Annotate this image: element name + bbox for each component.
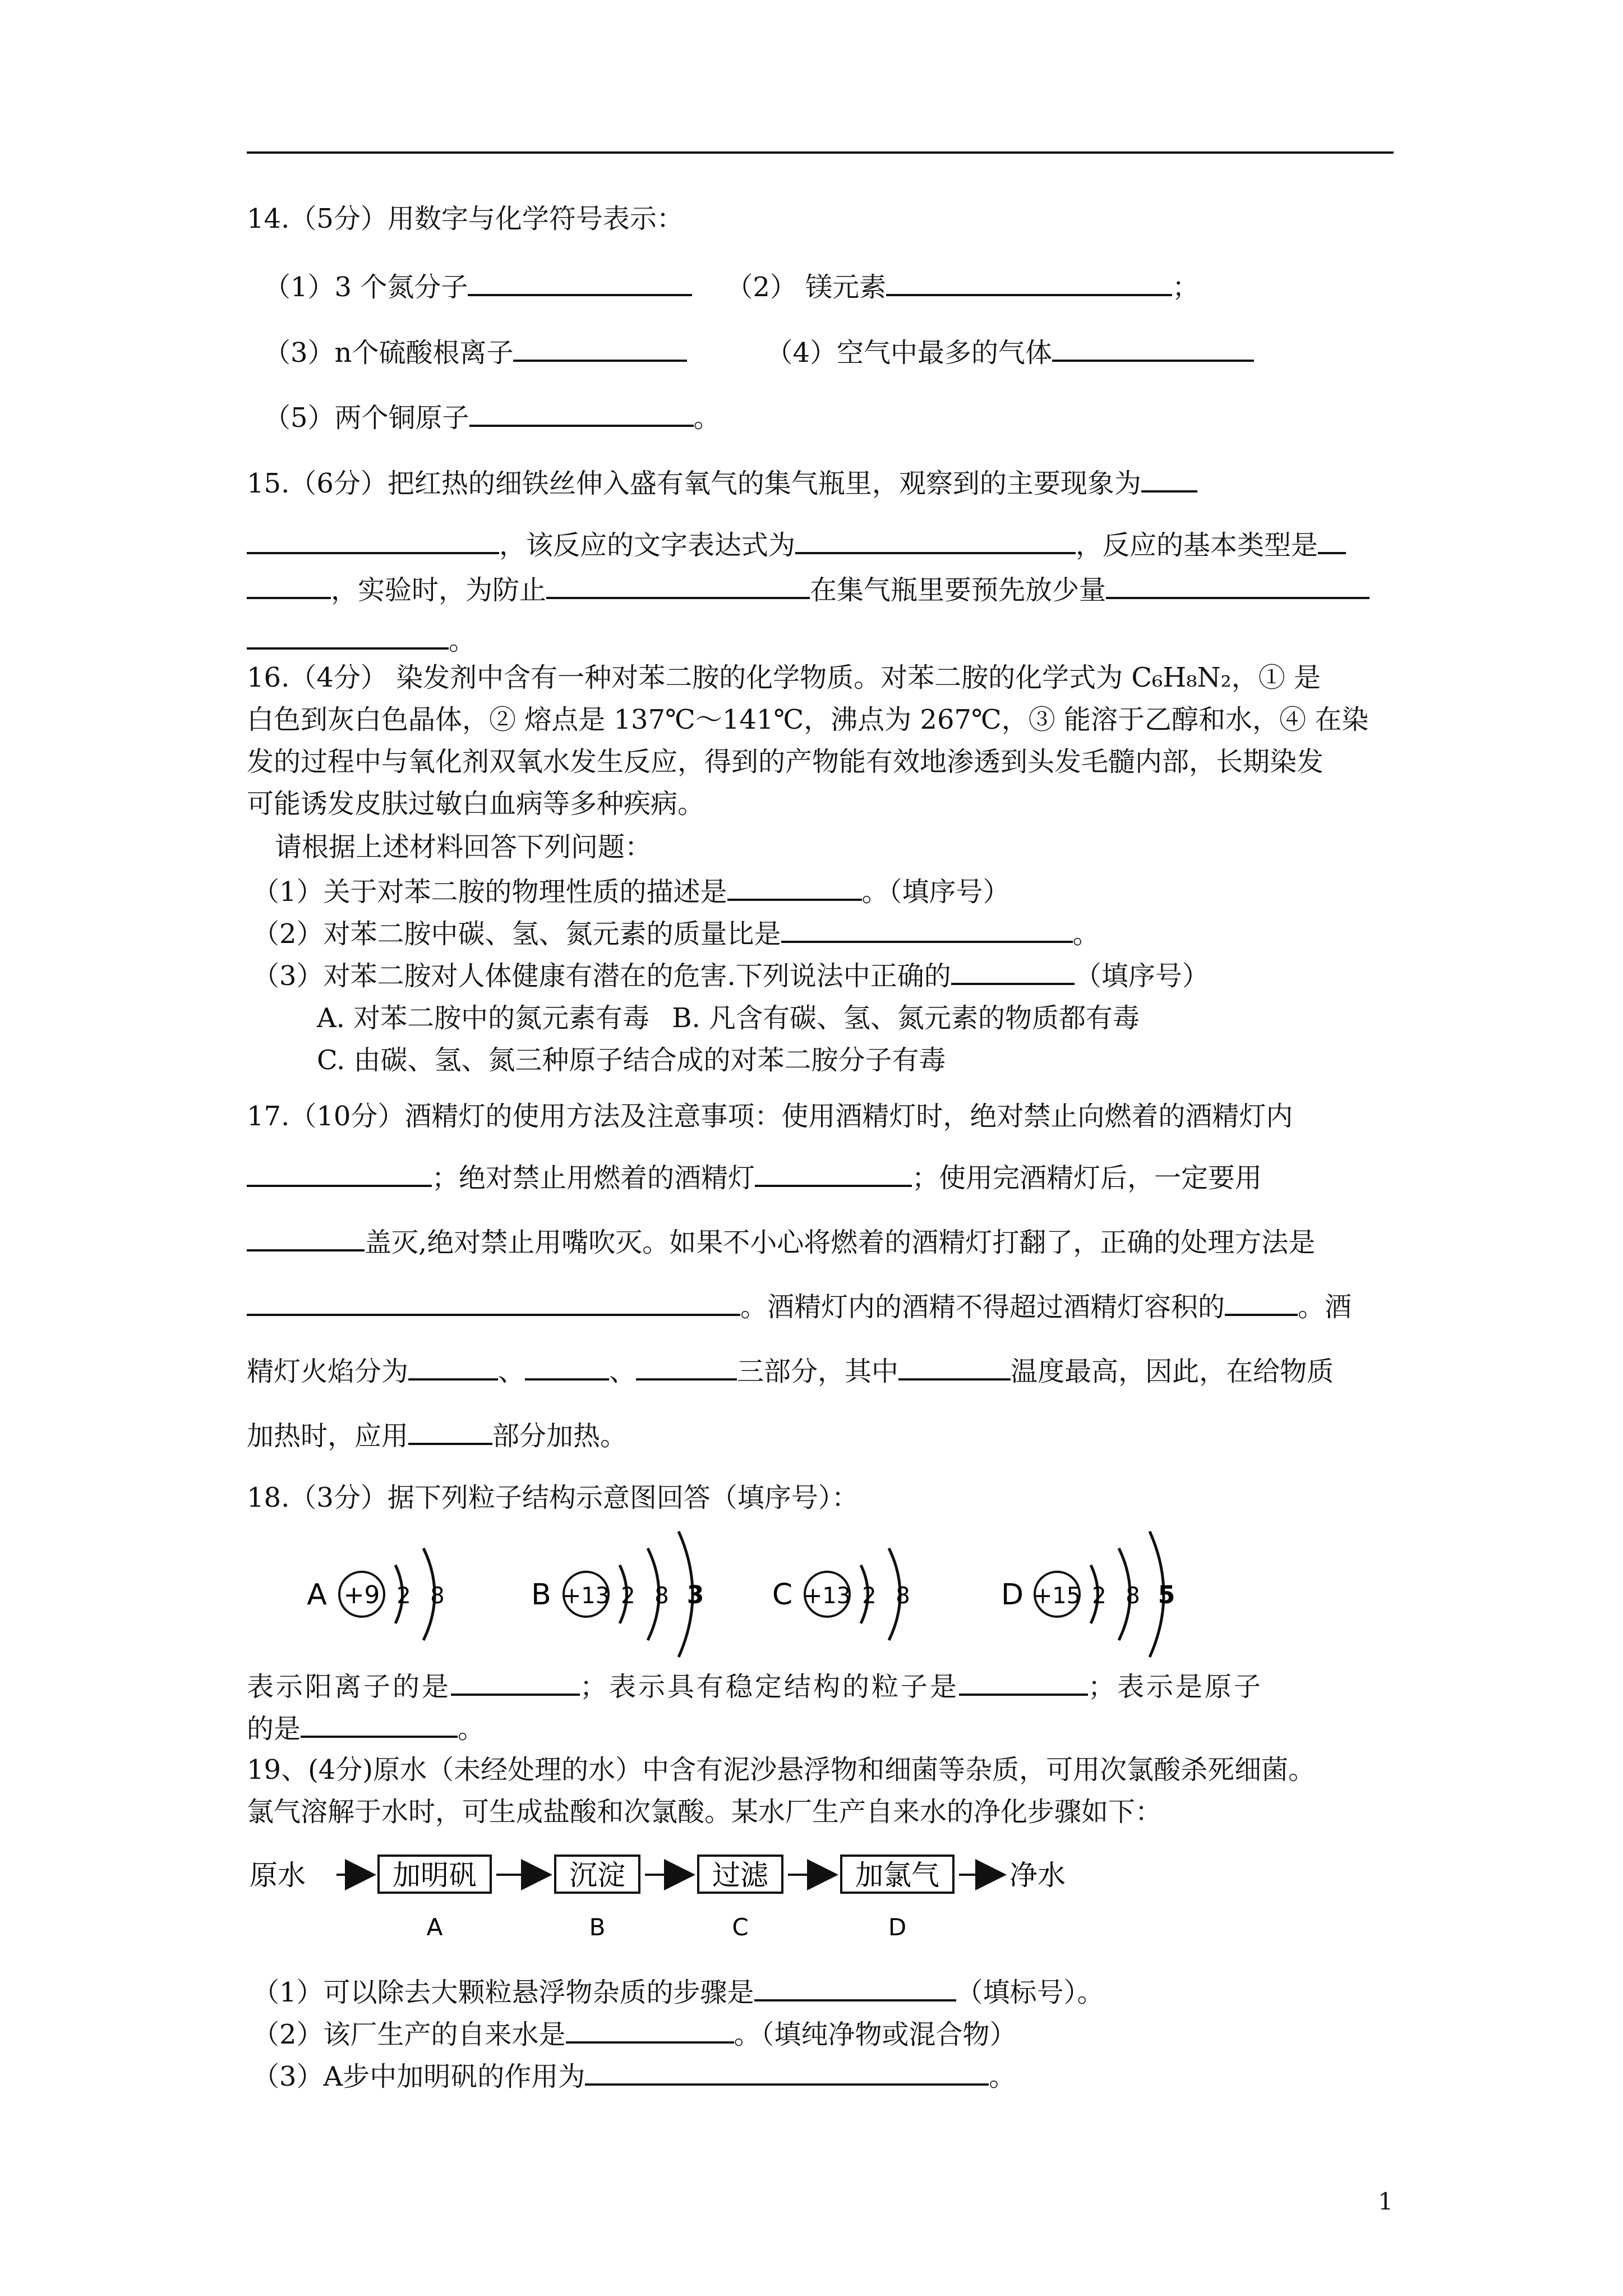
answer-blank[interactable] [468, 269, 692, 296]
answer-blank[interactable] [1106, 572, 1370, 599]
shell-electrons: 2 [862, 1583, 877, 1609]
answer-blank[interactable] [951, 958, 1075, 985]
q16-sub2: （2）对苯二胺中碳、氢、氮元素的质量比是 。 [252, 916, 1100, 951]
answer-blank[interactable] [513, 335, 687, 362]
option-c: C. 由碳、氢、氮三种原子结合成的对苯二胺分子有毒 [317, 1045, 946, 1076]
answer-blank[interactable] [247, 1289, 740, 1316]
q19-line2: 氯气溶解于水时，可生成盐酸和次氯酸。某水厂生产自来水的净化步骤如下： [247, 1796, 1163, 1828]
answer-blank[interactable] [546, 572, 810, 599]
q19-sub3: （3）A步中加明矾的作用为 。 [252, 2059, 1016, 2093]
q14-row3: （5）两个铜原子 。 [264, 400, 721, 435]
flow-end: 净水 [1009, 1859, 1066, 1892]
flow-label-c: C [732, 1913, 749, 1941]
q16-line3: 发的过程中与氧化剂双氧水发生反应，得到的产物能有效地渗透到头发毛髓内部，长期染发 [247, 746, 1324, 777]
answer-blank[interactable] [781, 916, 1073, 943]
answer-blank[interactable] [636, 1354, 737, 1381]
answer-blank[interactable] [727, 874, 862, 901]
nucleus-charge: +13 [803, 1583, 851, 1609]
shell-electrons: 8 [430, 1583, 445, 1609]
q14-title: 14.（5分）用数字与化学符号表示： [247, 203, 684, 234]
purification-flow-diagram [250, 1851, 1124, 1947]
answer-blank[interactable] [247, 527, 499, 554]
answer-blank[interactable] [898, 1354, 1011, 1381]
answer-blank[interactable] [408, 1354, 498, 1381]
atom-b [531, 1531, 704, 1657]
particle-structure-diagrams [303, 1526, 1211, 1672]
answer-blank[interactable] [755, 1160, 912, 1187]
answer-blank[interactable] [795, 527, 1076, 554]
answer-blank[interactable] [247, 572, 331, 599]
answer-blank[interactable] [585, 2059, 989, 2086]
q16-sub3: （3）对苯二胺对人体健康有潜在的危害.下列说法中正确的 （填序号） [252, 958, 1209, 993]
q17-line5: 精灯火焰分为 、 、 三部分，其中 温度最高，因此，在给物质 [247, 1354, 1334, 1388]
q16-prompt: 请根据上述材料回答下列问题： [275, 831, 652, 863]
q14-row1: （1）3 个氮分子 （2） 镁元素 ； [264, 269, 1199, 304]
answer-blank[interactable] [469, 400, 694, 427]
answer-blank[interactable] [247, 1160, 432, 1187]
atom-label: D [1000, 1578, 1024, 1612]
q15-line1: 15.（6分）把红热的细铁丝伸入盛有氧气的集气瓶里，观察到的主要现象为 [247, 466, 1197, 500]
flow-start: 原水 [250, 1859, 306, 1892]
flow-step-d: 加氯气 [855, 1859, 939, 1892]
q16-line1: 16.（4分） 染发剂中含有一种对苯二胺的化学物质。对苯二胺的化学式为 C₆H₈N₂，① 是 [247, 662, 1321, 693]
flow-step-b: 沉淀 [569, 1859, 625, 1892]
answer-blank[interactable] [754, 1975, 956, 2001]
option-a: A. 对苯二胺中的氮元素有毒 [317, 1002, 650, 1034]
shell-electrons: 2 [396, 1583, 411, 1609]
q17-line4: 。酒精灯内的酒精不得超过酒精灯容积的 。酒 [247, 1289, 1352, 1324]
answer-blank[interactable] [451, 1669, 580, 1696]
answer-blank[interactable] [1052, 335, 1254, 362]
q16-sub1: （1）关于对苯二胺的物理性质的描述是 。（填序号） [252, 874, 1010, 909]
q17-line2: ；绝对禁止用燃着的酒精灯 ；使用完酒精灯后，一定要用 [247, 1160, 1262, 1195]
answer-blank[interactable] [408, 1418, 492, 1445]
q19-sub1: （1）可以除去大颗粒悬浮物杂质的步骤是 （填标号）。 [252, 1975, 1104, 2009]
shell-electrons: 2 [1092, 1583, 1106, 1609]
q19-sub2: （2）该厂生产的自来水是 。（填纯净物或混合物） [252, 2017, 1017, 2051]
answer-blank[interactable] [301, 1711, 458, 1738]
answer-blank[interactable] [1141, 466, 1197, 493]
q15-line3: ，实验时，为防止 在集气瓶里要预先放少量 [247, 572, 1370, 607]
atom-label: C [772, 1578, 793, 1612]
shell-electrons: 3 [686, 1581, 704, 1609]
answer-blank[interactable] [247, 1225, 365, 1251]
header-rule [247, 151, 1394, 154]
option-b: B. 凡含有碳、氢、氮元素的物质都有毒 [672, 1002, 1140, 1034]
flow-step-c: 过滤 [712, 1859, 768, 1892]
answer-blank[interactable] [1225, 1289, 1298, 1316]
q15-line2: ，该反应的文字表达式为 ，反应的基本类型是 [247, 527, 1346, 562]
nucleus-charge: +9 [343, 1581, 380, 1609]
q16-line2: 白色到灰白色晶体，② 熔点是 137℃～141℃，沸点为 267℃，③ 能溶于乙醇和水，④ 在染 [247, 704, 1369, 735]
answer-blank[interactable] [1318, 527, 1346, 554]
answer-blank[interactable] [525, 1354, 609, 1381]
atom-d [1001, 1531, 1175, 1657]
answer-blank[interactable] [959, 1669, 1088, 1696]
q14-row2: （3）n个硫酸根离子 （4）空气中最多的气体 [264, 335, 1254, 370]
q17-line6: 加热时，应用 部分加热。 [247, 1418, 627, 1453]
q18-answer-line2: 的是 。 [247, 1711, 485, 1746]
flow-label-b: B [589, 1913, 606, 1941]
answer-blank[interactable] [886, 269, 1172, 296]
answer-blank[interactable] [566, 2017, 734, 2044]
q16-line4: 可能诱发皮肤过敏白血病等多种疾病。 [247, 788, 705, 820]
flow-label-a: A [426, 1913, 443, 1941]
nucleus-charge: +15 [1033, 1583, 1081, 1609]
flow-step-a: 加明矾 [393, 1859, 477, 1892]
q19-line1: 19、(4分)原水（未经处理的水）中含有泥沙悬浮物和细菌等杂质，可用次氯酸杀死细菌。 [247, 1754, 1316, 1786]
q17-line1: 17.（10分）酒精灯的使用方法及注意事项：使用酒精灯时，绝对禁止向燃着的酒精灯内 [247, 1101, 1293, 1132]
q16-options-ab [317, 1001, 1140, 1035]
atom-c [772, 1548, 910, 1640]
shell-electrons: 5 [1158, 1581, 1175, 1609]
shell-electrons: 8 [896, 1583, 910, 1609]
q15-line4: 。 [247, 623, 476, 657]
page-number: 1 [1378, 2188, 1393, 2215]
q18-title: 18.（3分）据下列粒子结构示意图回答（填序号）： [247, 1482, 859, 1513]
shell-electrons: 8 [654, 1583, 669, 1609]
shell-electrons: 8 [1126, 1583, 1140, 1609]
q18-answer-line1: 表示阳离子的是 ；表示具有稳定结构的粒子是 ；表示是原子 [247, 1669, 1263, 1704]
q17-line3: 盖灭,绝对禁止用嘴吹灭。如果不小心将燃着的酒精灯打翻了，正确的处理方法是 [247, 1225, 1315, 1259]
nucleus-charge: +13 [562, 1583, 610, 1609]
shell-electrons: 2 [621, 1583, 635, 1609]
atom-a [307, 1548, 445, 1640]
answer-blank[interactable] [247, 623, 449, 650]
atom-label: A [307, 1578, 327, 1612]
flow-label-d: D [888, 1913, 907, 1941]
atom-label: B [531, 1578, 551, 1612]
